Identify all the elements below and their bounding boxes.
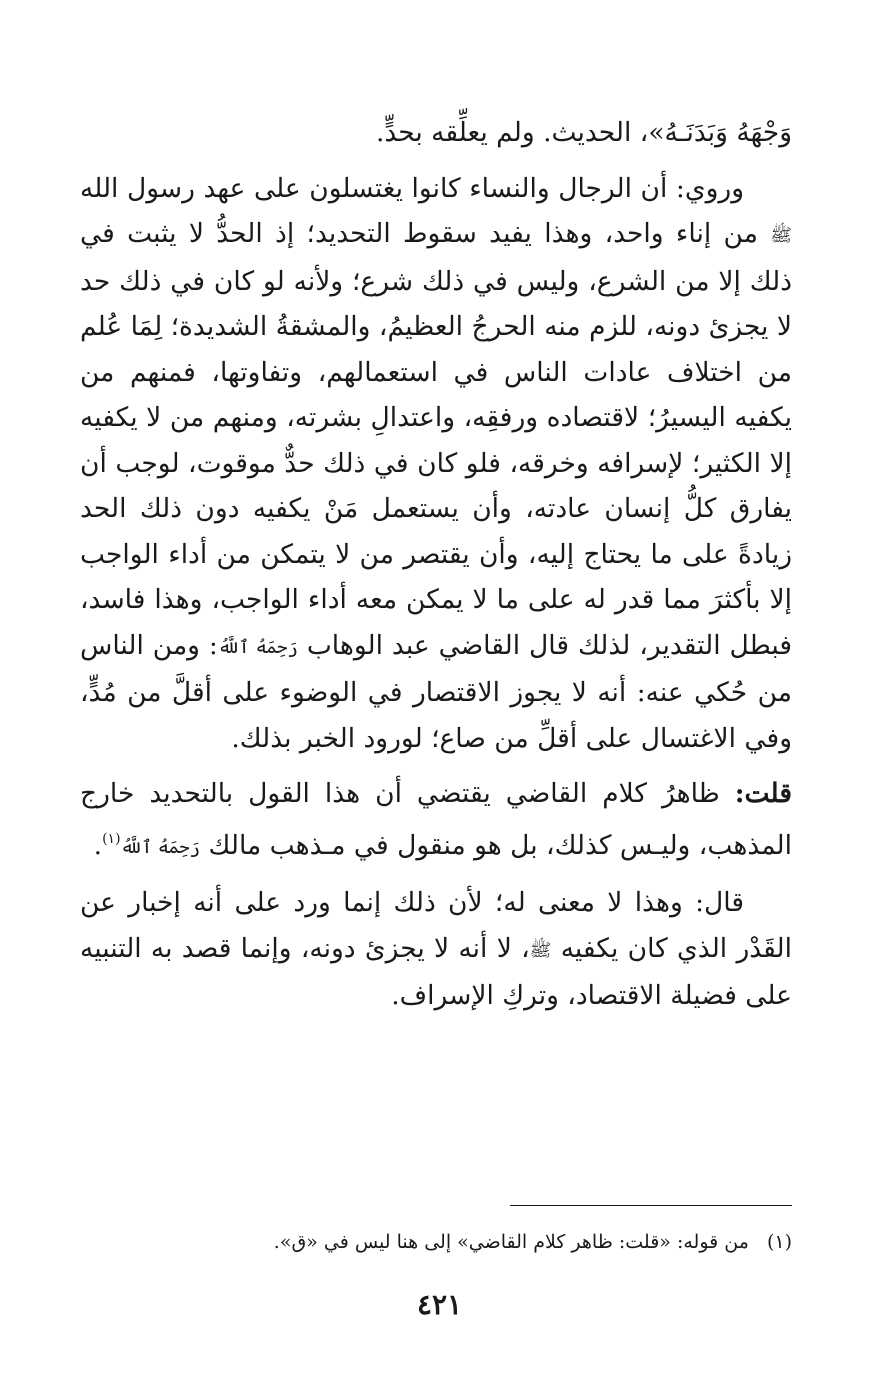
footnote — [80, 1226, 792, 1258]
page-number: ٤٢١ — [416, 1288, 463, 1321]
paragraph-hadith-discussion — [80, 166, 792, 762]
salawat-symbol: ﷺ — [770, 225, 792, 246]
paragraph-text: ظاهرُ كلام القاضي يقتضي أن هذا القول بالتحديد خارج المذهب، وليـس كذلك، بل هو منقول في مـذهب مالك — [80, 778, 792, 861]
salawat-symbol: ﷺ — [529, 939, 552, 961]
paragraph-text: ، لا أنه لا يجزئ دونه، وإنما قصد به التنبيه على فضيلة الاقتصاد، وتركِ الإسراف. — [80, 932, 792, 1011]
paragraph-text: . — [93, 829, 103, 861]
paragraph-continuation — [80, 110, 792, 156]
footnote-reference: (١) — [102, 830, 121, 847]
footnote-number: (١) — [766, 1231, 792, 1253]
paragraph-text: : ومن الناس من حُكي عنه: أنه لا يجوز الاقتصار في الوضوء على أقلَّ من مُدٍّ، وفي الاغتسال على أقلِّ من صاع؛ لورود الخبر بذلك. — [80, 629, 792, 754]
paragraph-text: وروي: أن الرجال والنساء كانوا يغتسلون على عهد رسول الله — [80, 172, 744, 204]
paragraph-text: قال: وهذا لا معنى له؛ لأن ذلك إنما ورد على أنه إخبار عن القَدْر الذي كان يكفيه — [80, 887, 792, 964]
footnote-separator — [510, 1205, 792, 1206]
lead-word: قلت: — [734, 778, 792, 809]
footnote-text: من قوله: «قلت: ظاهر كلام القاضي» إلى هنا ليس في «ق». — [273, 1231, 749, 1253]
main-text — [80, 110, 792, 1029]
rahimahullah-symbol: رَحِمَهُ ٱللَّهُ — [217, 636, 298, 658]
paragraph-qala — [80, 880, 792, 1019]
rahimahullah-symbol: رَحِمَهُ ٱللَّهُ — [120, 836, 201, 858]
paragraph-text: من إناء واحد، وهذا يفيد سقوط التحديد؛ إذ الحدُّ لا يثبت في ذلك إلا من الشرع، وليس في ذلك شرع؛ ولأنه لو كان في ذلك حد لا يجزئ دونه، للزم منه الحرجُ العظيمُ، والمشقةُ الشديدة؛ لِمَا عُلم من اختلاف عادات الناس في استعمالهم، وتفاوتها، فمنهم من يكفيه اليسيرُ؛ لاقتصاده ورفقِه، واعتدالِ بشرته، ومنهم من لا يكفيه إلا الكثير؛ لإسرافه وخرقه، فلو كان في ذلك حدٌّ موقوت، لوجب أن يفارق كلُّ إنسان عادته، وأن يستعمل مَنْ يكفيه دون ذلك الحد زيادةً على ما يحتاج إليه، وأن يقتصر من لا يتمكن من أداء الواجب إلا بأكثرَ مما قدر له على ما لا يمكن معه أداء الواجب، وهذا فاسد، فبطل التقدير، لذلك قال القاضي عبد الوهاب — [80, 218, 792, 661]
paragraph-qultu — [80, 771, 792, 870]
paragraph-text: وَجْهَهُ وَبَدَنَـهُ»، الحديث. ولم يعلِّقه بحدٍّ. — [375, 117, 792, 148]
